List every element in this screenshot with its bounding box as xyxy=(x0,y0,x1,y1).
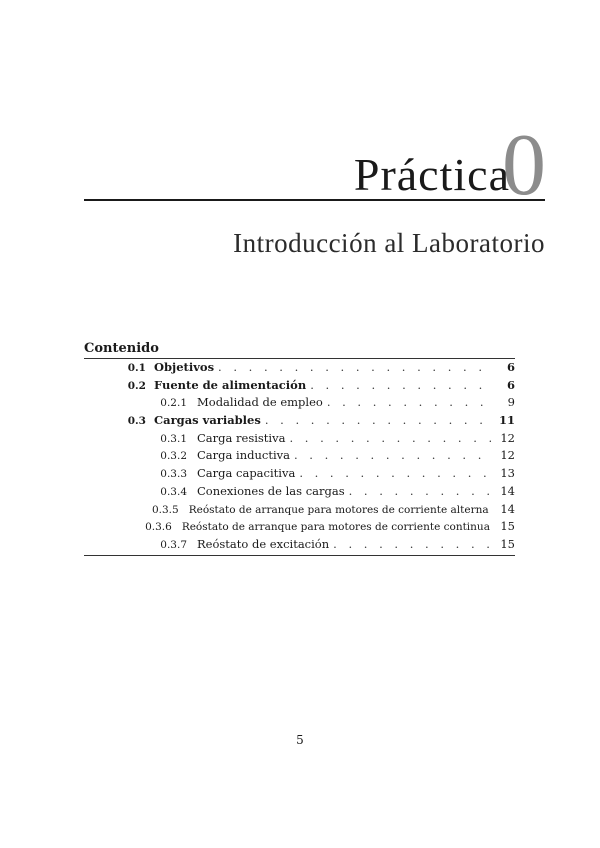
toc-entry-title: Cargas variables xyxy=(154,413,261,428)
toc-leader xyxy=(299,466,491,480)
toc-leader xyxy=(218,360,491,374)
toc-entry[interactable] xyxy=(84,466,515,484)
toc-entry-page: 6 xyxy=(506,360,515,374)
toc-leader xyxy=(333,537,491,551)
toc-entry-title: Reóstato de arranque para motores de corriente alterna xyxy=(188,503,489,516)
toc-entry-number: 0.3.3 xyxy=(160,468,187,481)
toc-leader xyxy=(265,413,491,427)
contents-heading: Contenido xyxy=(84,341,159,356)
toc-entry-title: Fuente de alimentación xyxy=(154,377,307,392)
toc-entry[interactable] xyxy=(84,413,515,431)
toc-entry-title: Reóstato de excitación xyxy=(197,536,330,551)
toc-entry-number: 0.3.7 xyxy=(160,538,187,551)
toc-entry-page: 12 xyxy=(500,430,515,445)
toc-entry-number: 0.2.1 xyxy=(160,397,187,410)
toc-entry[interactable] xyxy=(84,431,515,449)
toc-entry-page: 13 xyxy=(500,466,515,481)
toc-entry-page: 14 xyxy=(500,483,515,498)
toc-entry-page: 6 xyxy=(506,377,515,392)
chapter-label: Práctica xyxy=(353,149,510,200)
chapter-number: 0 xyxy=(502,117,546,214)
toc-entry-title: Conexiones de las cargas xyxy=(197,483,345,498)
toc-leader xyxy=(294,448,491,462)
toc-entry-number: 0.3.2 xyxy=(160,450,187,463)
toc-entry-title: Carga resistiva xyxy=(197,430,286,445)
toc-entry[interactable] xyxy=(84,395,515,413)
toc-entry[interactable] xyxy=(84,537,515,555)
toc-entry-page: 15 xyxy=(500,536,515,551)
page-number: 5 xyxy=(296,733,304,747)
toc-entry[interactable] xyxy=(84,519,515,537)
toc-entry-title: Reóstato de arranque para motores de corriente continua xyxy=(181,521,490,534)
toc-entry-number: 0.3.5 xyxy=(151,503,179,516)
toc-entry[interactable] xyxy=(84,378,515,396)
chapter-rule xyxy=(84,199,545,201)
toc-entry-number: 0.3.6 xyxy=(145,521,172,534)
toc-leader xyxy=(349,484,491,498)
toc-entry-page: 14 xyxy=(500,501,515,516)
toc-entry-title: Objetivos xyxy=(154,360,215,374)
table-of-contents xyxy=(84,360,515,555)
toc-entry-number: 0.3 xyxy=(127,415,146,428)
toc-entry-page: 9 xyxy=(507,395,515,410)
toc-entry[interactable] xyxy=(84,502,515,520)
toc-leader xyxy=(289,431,491,445)
toc-entry[interactable] xyxy=(84,448,515,466)
toc-entry[interactable] xyxy=(84,484,515,502)
toc-rule-top xyxy=(84,358,515,359)
toc-leader xyxy=(310,378,491,392)
toc-entry-page: 15 xyxy=(500,519,515,534)
toc-entry-page: 11 xyxy=(498,413,515,428)
toc-entry-number: 0.2 xyxy=(127,379,146,392)
toc-entry-number: 0.3.1 xyxy=(160,432,187,445)
toc-entry[interactable] xyxy=(84,360,515,378)
toc-rule-bottom xyxy=(84,555,515,556)
toc-entry-title: Carga inductiva xyxy=(197,448,290,463)
toc-entry-title: Modalidad de empleo xyxy=(197,395,323,410)
chapter-title: Introducción al Laboratorio xyxy=(233,228,545,258)
toc-entry-page: 12 xyxy=(500,448,515,463)
toc-entry-title: Carga capacitiva xyxy=(197,466,296,481)
toc-leader xyxy=(327,395,491,409)
toc-entry-number: 0.3.4 xyxy=(160,485,187,498)
toc-entry-number: 0.1 xyxy=(127,362,146,374)
